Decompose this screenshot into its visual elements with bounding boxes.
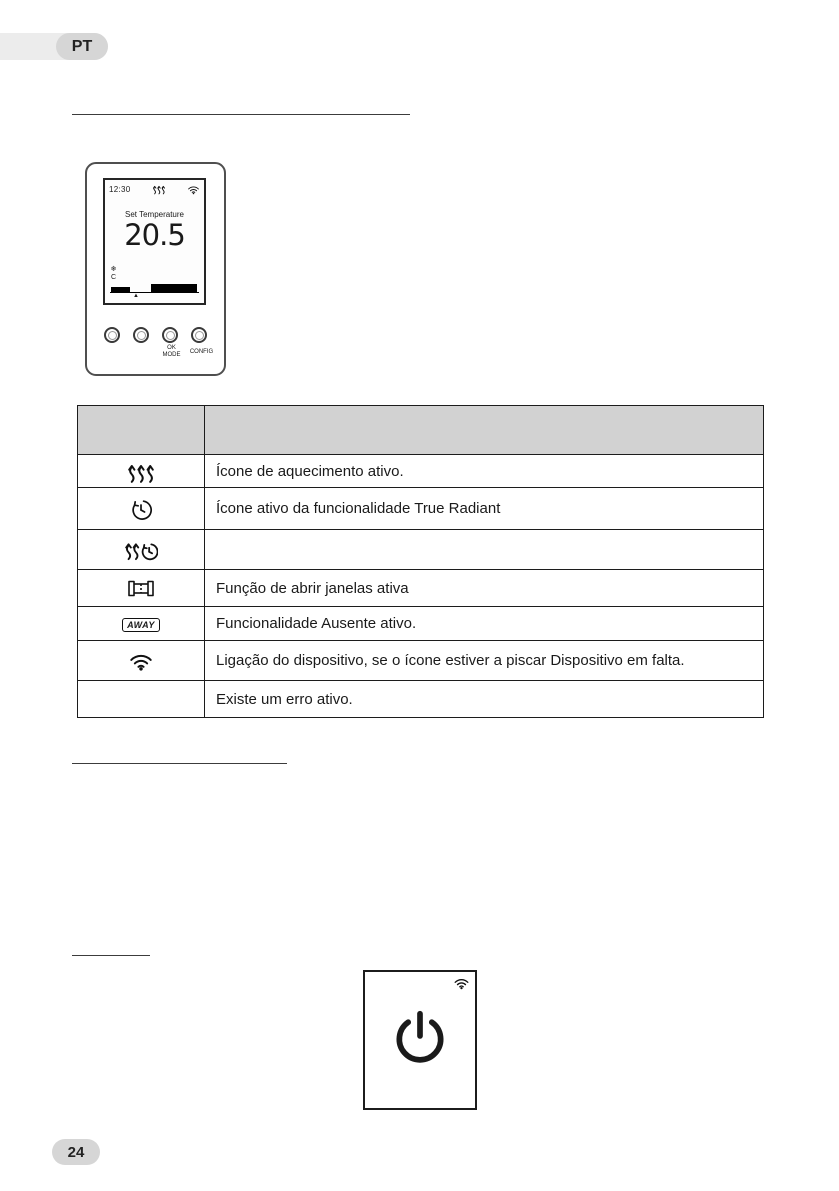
screen-time: 12:30 <box>109 184 131 194</box>
program-bar-segment-left <box>111 287 130 292</box>
device-button-config <box>191 327 207 343</box>
standby-screen-illustration <box>363 970 477 1110</box>
device-button-1 <box>104 327 120 343</box>
wifi-icon <box>453 976 470 990</box>
header-description-column <box>205 406 764 455</box>
section-heading-underline-1 <box>72 114 410 115</box>
temperature-value: 20.5 <box>124 218 185 252</box>
page-number-badge: 24 <box>52 1139 100 1165</box>
frost-protection-icon: ❄ C <box>110 266 117 281</box>
language-tab <box>0 33 108 60</box>
device-button-ok-mode <box>162 327 178 343</box>
table-cell-text: Ícone de aquecimento ativo. <box>205 455 764 488</box>
screen-status-bar <box>105 180 204 196</box>
header-icon-column <box>78 406 205 455</box>
device-button-2 <box>133 327 149 343</box>
heating-icon <box>152 183 166 195</box>
table-cell-text: Função de abrir janelas ativa <box>205 570 764 607</box>
table-header-row <box>78 406 764 455</box>
wifi-icon <box>187 184 200 195</box>
icon-legend-table <box>77 405 764 718</box>
section-heading-underline-3 <box>72 955 150 956</box>
section-heading-underline-2 <box>72 763 287 764</box>
heating-true-radiant-icon <box>78 530 205 570</box>
away-icon: AWAY <box>78 607 205 641</box>
device-buttons <box>87 327 224 343</box>
table-row <box>78 681 764 718</box>
error-icon-cell <box>78 681 205 718</box>
table-cell-text: Funcionalidade Ausente ativo. <box>205 607 764 641</box>
table-row <box>78 641 764 681</box>
table-row <box>78 455 764 488</box>
thermostat-illustration <box>85 162 226 376</box>
thermostat-screen <box>103 178 206 305</box>
table-cell-text: Ícone ativo da funcionalidade True Radiant <box>205 488 764 530</box>
table-row <box>78 607 764 641</box>
program-bar-marker: ▲ <box>133 293 139 299</box>
set-temperature-label: Set Temperature <box>125 210 184 219</box>
heating-active-icon <box>78 455 205 488</box>
table-cell-text <box>205 530 764 570</box>
table-row <box>78 488 764 530</box>
language-badge: PT <box>56 33 108 60</box>
unit-label: C <box>110 274 117 281</box>
table-row <box>78 570 764 607</box>
program-bar-segment-right <box>151 284 197 292</box>
wifi-icon <box>78 641 205 681</box>
table-row <box>78 530 764 570</box>
program-bar <box>110 284 199 293</box>
ok-mode-label: OK MODE <box>162 345 181 358</box>
open-window-icon <box>78 570 205 607</box>
config-label: CONFIG <box>189 349 214 355</box>
power-icon <box>389 1006 451 1068</box>
true-radiant-icon <box>78 488 205 530</box>
table-cell-text: Existe um erro ativo. <box>205 681 764 718</box>
table-cell-text: Ligação do dispositivo, se o ícone estiver a piscar Dispositivo em falta. <box>205 641 764 681</box>
